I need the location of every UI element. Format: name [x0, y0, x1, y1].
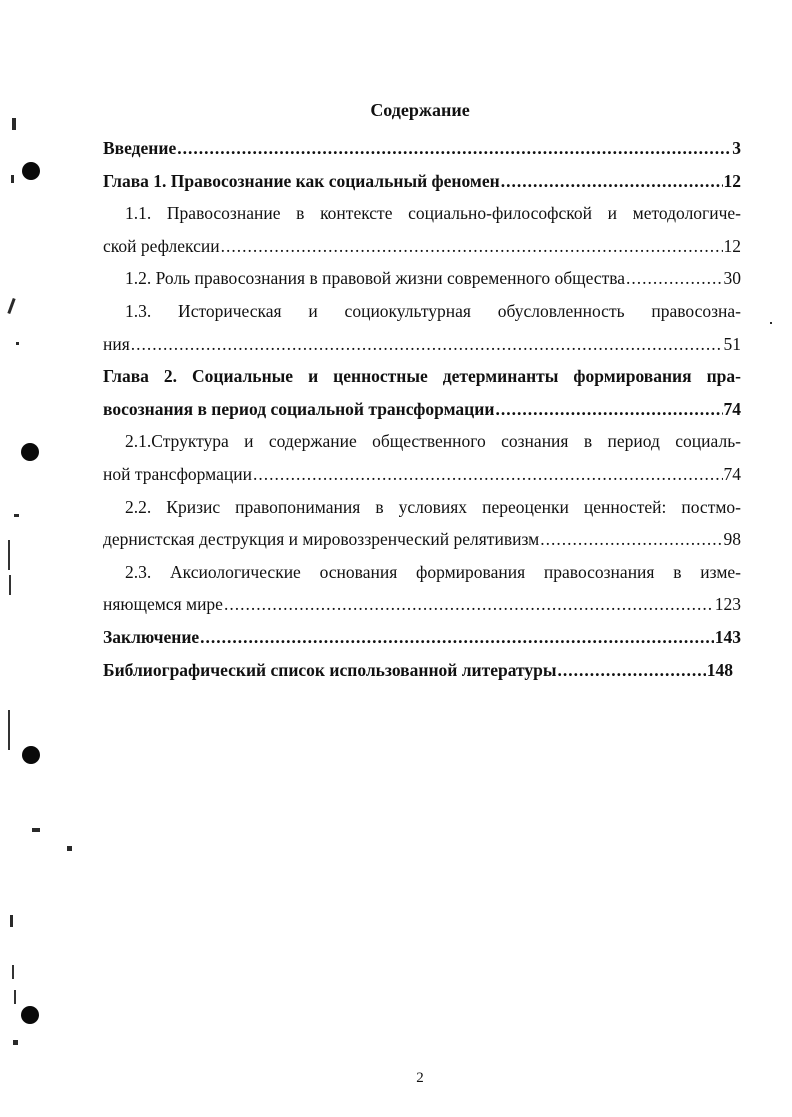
- punch-hole: [21, 1006, 39, 1024]
- toc-entry-2-1-line1[interactable]: 2.1.Структура и содержание общественного сознания в период социаль-: [125, 431, 741, 452]
- toc-entry-label: восознания в период социальной трансформации: [103, 398, 495, 419]
- scan-speck: [32, 828, 40, 832]
- toc-entry-page: 30: [723, 268, 741, 289]
- scan-mark: [14, 990, 16, 1004]
- page-title: Содержание: [370, 100, 470, 120]
- toc-entry-conclusion[interactable]: [103, 621, 741, 654]
- toc-entry-introduction[interactable]: [103, 132, 741, 165]
- toc-entry-page: 74: [723, 463, 741, 484]
- toc-entry-label: Глава 1. Правосознание как социальный феномен: [103, 170, 500, 191]
- page-number: 2: [416, 1070, 424, 1086]
- table-of-contents: [103, 132, 741, 686]
- toc-entry-1-2[interactable]: [103, 262, 741, 295]
- toc-entry-page: 123: [714, 594, 741, 615]
- toc-entry-label: ской рефлексии: [103, 235, 220, 256]
- toc-leader-dots: [253, 458, 723, 491]
- scan-speck: [770, 322, 772, 324]
- toc-leader-dots: [131, 328, 723, 361]
- toc-entry-page: 143: [714, 626, 741, 647]
- toc-entry-1-1-line1[interactable]: 1.1. Правосознание в контексте социально-философской и методологиче-: [125, 203, 741, 224]
- scan-speck: [67, 846, 72, 851]
- scan-mark: [9, 575, 11, 595]
- scan-speck: [13, 1040, 18, 1045]
- toc-leader-dots: [540, 523, 722, 556]
- scan-speck: [7, 298, 15, 314]
- toc-entry-page: 148: [706, 659, 733, 680]
- toc-leader-dots: [221, 230, 723, 263]
- toc-entry-2-2-line1[interactable]: 2.2. Кризис правопонимания в условиях переоценки ценностей: постмо-: [125, 496, 741, 517]
- toc-entry-1-3[interactable]: [103, 328, 741, 361]
- toc-entry-label: Заключение: [103, 626, 200, 647]
- toc-entry-chapter-2-line1[interactable]: Глава 2. Социальные и ценностные детерминанты формирования пра-: [103, 366, 741, 387]
- toc-entry-2-3-line1[interactable]: 2.3. Аксиологические основания формирования правосознания в изме-: [125, 561, 741, 582]
- toc-entry-page: 12: [723, 235, 741, 256]
- toc-entry-chapter-1[interactable]: [103, 165, 741, 198]
- toc-entry-2-3[interactable]: [103, 588, 741, 621]
- toc-entry-1-1[interactable]: [103, 230, 741, 263]
- punch-hole: [22, 162, 40, 180]
- toc-entry-label: Библиографический список использованной литературы: [103, 659, 557, 680]
- toc-entry-chapter-2[interactable]: [103, 393, 741, 426]
- toc-entry-label: ния: [103, 333, 130, 354]
- toc-entry-2-2[interactable]: [103, 523, 741, 556]
- scan-mark: [8, 540, 10, 570]
- toc-entry-bibliography[interactable]: [103, 654, 733, 687]
- toc-leader-dots: [495, 393, 722, 426]
- toc-entry-label: дернистская деструкция и мировоззренческий релятивизм: [103, 529, 540, 550]
- toc-entry-label: няющемся мире: [103, 594, 223, 615]
- toc-entry-page: 3: [732, 138, 741, 158]
- toc-entry-1-3-line1[interactable]: 1.3. Историческая и социокультурная обусловленность правосозна-: [125, 300, 741, 321]
- toc-entry-label: Введение: [103, 138, 177, 158]
- punch-hole: [22, 746, 40, 764]
- scan-speck: [14, 514, 19, 517]
- scan-speck: [10, 915, 13, 927]
- toc-entry-page: 98: [723, 529, 741, 550]
- toc-entry-2-1[interactable]: [103, 458, 741, 491]
- toc-entry-label: ной трансформации: [103, 463, 252, 484]
- scan-mark: [12, 965, 14, 979]
- scan-speck: [16, 342, 19, 345]
- punch-hole: [21, 443, 39, 461]
- toc-leader-dots: [501, 165, 723, 198]
- scan-speck: [12, 118, 16, 130]
- toc-leader-dots: [224, 588, 714, 621]
- toc-entry-page: 12: [723, 170, 741, 191]
- toc-leader-dots: [558, 654, 706, 687]
- scan-speck: [11, 175, 14, 183]
- toc-leader-dots: [200, 621, 714, 654]
- toc-entry-label: 1.2. Роль правосознания в правовой жизни современного общества: [125, 268, 626, 289]
- toc-leader-dots: [626, 262, 722, 295]
- toc-leader-dots: [177, 132, 731, 165]
- toc-entry-page: 51: [723, 333, 741, 354]
- scan-mark: [8, 710, 10, 750]
- toc-entry-page: 74: [723, 398, 741, 419]
